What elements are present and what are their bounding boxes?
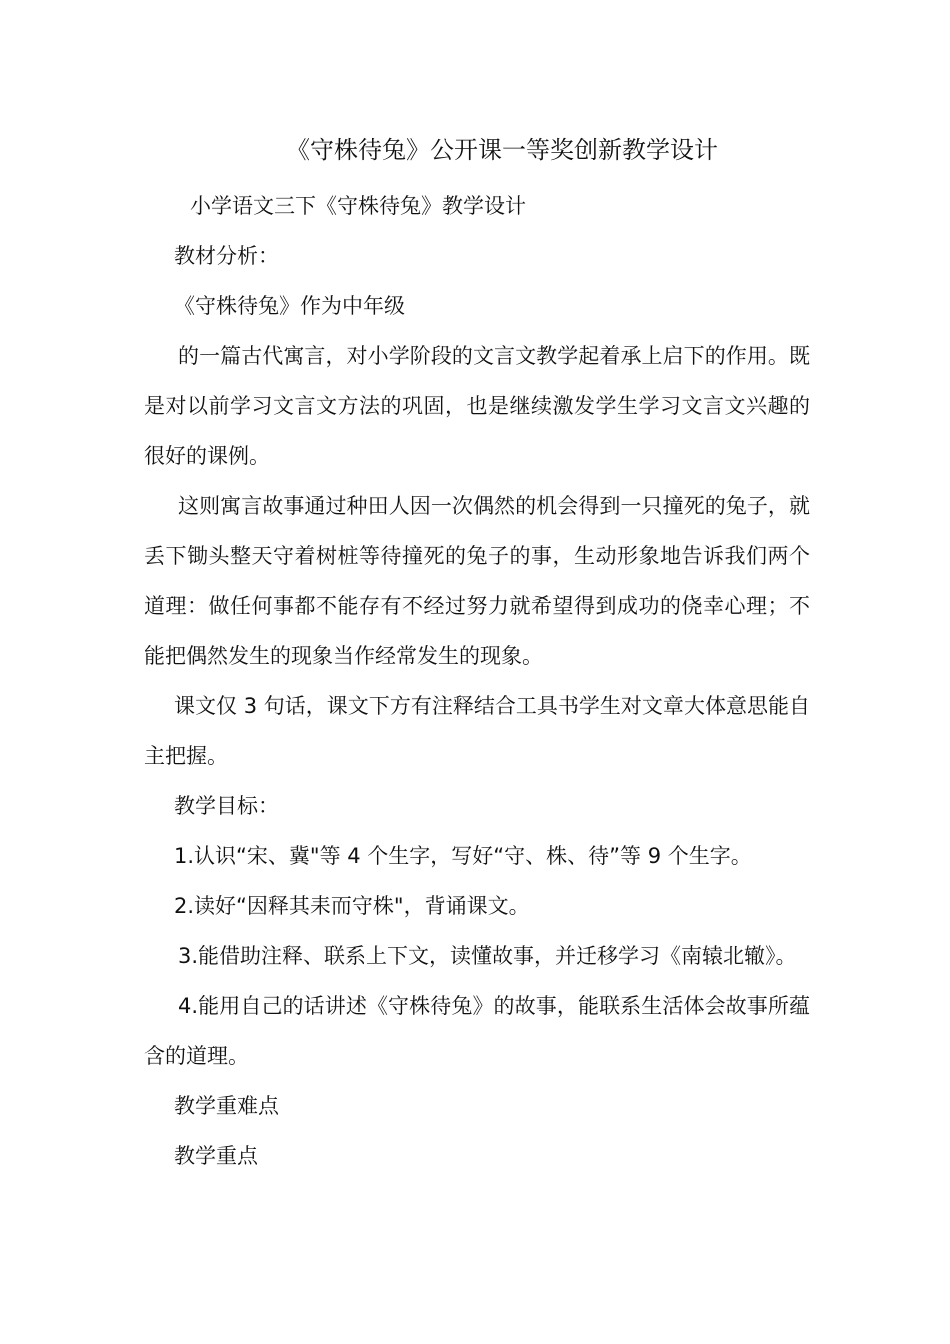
goal-item: 2.读好“因释其耒而守株"，背诵课文。 — [174, 894, 530, 918]
paragraph: 课文仅 3 句话，课文下方有注释结合工具书学生对文章大体意思能自主把握。 — [144, 694, 810, 768]
subtitle-paragraph: 小学语文三下《守株待兔》教学设计 — [190, 194, 526, 218]
goal-item: 3.能借助注释、联系上下文，读懂故事，并迁移学习《南辕北辙》。 — [178, 944, 797, 968]
section-heading-material-analysis: 教材分析： — [174, 244, 279, 268]
section-heading-key-difficulties: 教学重难点 — [174, 1094, 279, 1118]
paragraph: 《守株待兔》作为中年级 — [174, 294, 405, 318]
section-heading-teaching-goals: 教学目标： — [174, 794, 279, 818]
document-body — [144, 181, 810, 1181]
paragraph: 这则寓言故事通过种田人因一次偶然的机会得到一只撞死的兔子，就丢下锄头整天守着树桩等待撞死的兔子的事，生动形象地告诉我们两个道理：做任何事都不能存有不经过努力就希望得到成功的侥幸心理；不能把偶然发生的现象当作经常发生的现象。 — [144, 494, 810, 668]
section-heading-key-points: 教学重点 — [174, 1144, 258, 1168]
document-title: 《守株待兔》公开课一等奖创新教学设计 — [286, 136, 718, 164]
goal-item: 4.能用自己的话讲述《守株待兔》的故事，能联系生活体会故事所蕴含的道理。 — [144, 994, 810, 1068]
goal-item: 1.认识“宋、冀"等 4 个生字，写好“守、株、待”等 9 个生字。 — [174, 844, 752, 868]
paragraph: 的一篇古代寓言，对小学阶段的文言文教学起着承上启下的作用。既是对以前学习文言文方法的巩固，也是继续激发学生学习文言文兴趣的很好的课例。 — [144, 344, 810, 468]
